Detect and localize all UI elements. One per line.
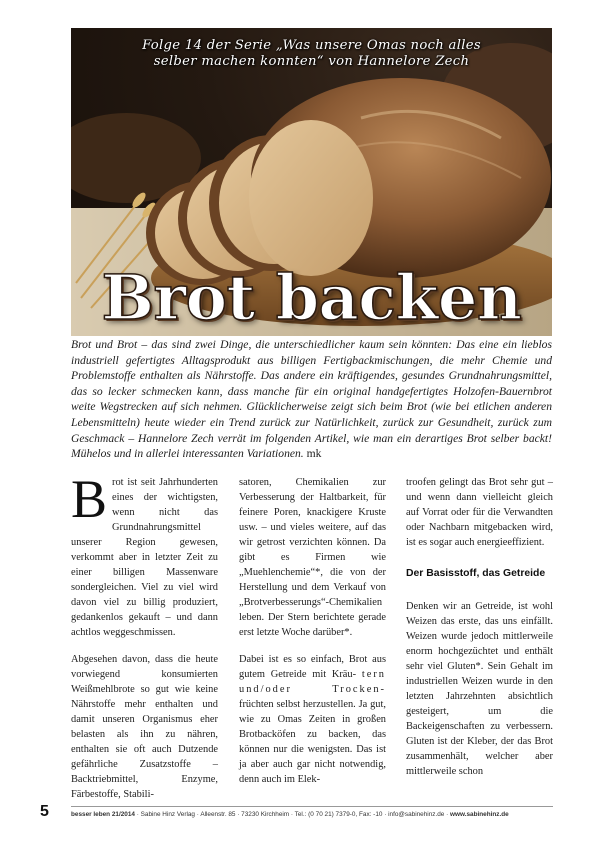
footer-website-link[interactable]: www.sabinehinz.de: [450, 811, 509, 818]
column-2-paragraph-1: satoren, Chemikalien zur Verbesserung der Haltbarkeit, für feinere Poren, knackigere Kruste usw. – und vieles weitere, auf das wir getrost verzichten können. Da gibt es Firmen wie „Muehlenchemie“*, die von der Herstellung und dem Verkauf von „Brotverbesserungs“-Chemikalien leben. Der Stern berichtete gerade erst letzte Woche darüber*.: [239, 477, 386, 638]
column-2-paragraph-2-part-b: tern und/oder Trocken-: [239, 669, 386, 695]
column-2: [239, 475, 386, 799]
series-caption: [71, 38, 552, 70]
hero-image: [71, 28, 552, 336]
column-2-paragraph-2-part-c: früchten selbst herzustellen. Ja gut, wie zu Omas Zeiten in großen Brotbacköfen zu backen, das können nur die wenigsten. Das ist ja aber auch gar nicht notwendig, denn auch im Elek-: [239, 699, 386, 785]
intro-paragraph: [71, 337, 552, 462]
section-heading: Der Basisstoff, das Getreide: [406, 568, 546, 579]
intro-text: Brot und Brot – das sind zwei Dinge, die unterschiedlicher kaum sein könnten: Das eine ein lieblos industriell gefertigtes Alltagsprodukt aus billigen Fertigbackmischungen, die mehr Chemie und Problemstoffe enthalten als Nährstoffe. Das andere ein kräftigendes, gesundes Grundnahrungsmittel, das so lecker schmecken kann, dass manche für ein original handgefertigtes Holzofen-Bauernbrot weite Wegstrecken auf sich nehmen. Glücklicherweise zeigt sich beim Brot (wie bei etlichen anderen Lebensmitteln) heute wieder ein Trend zurück zur Natürlichkeit, zurück zur Gesundheit, zurück zum Geschmack – Hannelore Zech verrät im folgenden Artikel, wie man ein derartiges Brot selber backt! Mühelos und in allerlei interessanten Variationen.: [71, 338, 552, 461]
footer-issue: besser leben 21/2014: [71, 811, 135, 818]
column-1-paragraph-1-text: rot ist seit Jahrhunderten eines der wichtigsten, wenn nicht das Grundnahrungsmittel unserer Region gewesen, verkommt aber in letzter Zeit zu einer billigen Massenware sondergleichen. Viel zu viel wird davon viel zu billig produziert, gedankenlos gekauft – und dann achtlos weggeschmissen.: [71, 477, 218, 638]
column-1-paragraph-1: [71, 469, 218, 640]
column-2-paragraph-2: [239, 652, 386, 787]
column-3: [406, 475, 553, 791]
column-3-paragraph-1: troofen gelingt das Brot sehr gut – und wenn dann vielleicht gleich auf Vorrat oder für die Verwandten oder Nachbarn mitgebacken wird, ist es sogar auch energieeffizient.: [406, 477, 553, 548]
column-1-paragraph-2: Abgesehen davon, dass die heute vorwiegend konsumierten Weißmehlbrote so gut wie keine Nährstoffe mehr enthalten und damit unseren Organismus eher belasten als ihn zu nähren, enthalten sie oft auch Dutzende gefährliche Zusatzstoffe – Backtriebmittel, Enzyme, Färbestoffe, Stabili-: [71, 654, 218, 800]
column-2-paragraph-2-part-a: Dabei ist es so einfach, Brot aus gutem Getreide mit Kräu-: [239, 654, 386, 680]
column-3-paragraph-2: Denken wir an Getreide, ist wohl Weizen das erste, das uns einfällt. Weizen wurde jedoch mittlerweile enorm hochgezüchtet und enthält sehr viel Gluten*. Sein Gehalt im industriellen Weizen wurde in den letzten Jahrzehnten absichtlich gesteigert, um die Backeigenschaften zu verbessern. Gluten ist der Kleber, der das Brot zusammenhält, welcher aber mittlerweile schon: [406, 601, 553, 777]
caption-line-2: selber machen konnten“ von Hannelore Zech: [153, 54, 470, 69]
drop-cap: B: [71, 469, 108, 529]
article-title: Brot backen: [101, 261, 522, 334]
column-1: [71, 469, 218, 814]
caption-line-1: Folge 14 der Serie „Was unsere Omas noch alles: [142, 38, 481, 53]
footer-publisher-info: · Sabine Hinz Verlag · Alleenstr. 85 · 73230 Kirchheim · Tel.: (0 70 21) 7379-0, Fax: -10 · info@sabinehinz.de ·: [134, 811, 451, 818]
footer-divider: [71, 806, 553, 807]
footer-imprint: [71, 811, 561, 818]
intro-signature: mk: [306, 447, 322, 461]
page-number: 5: [40, 803, 49, 820]
